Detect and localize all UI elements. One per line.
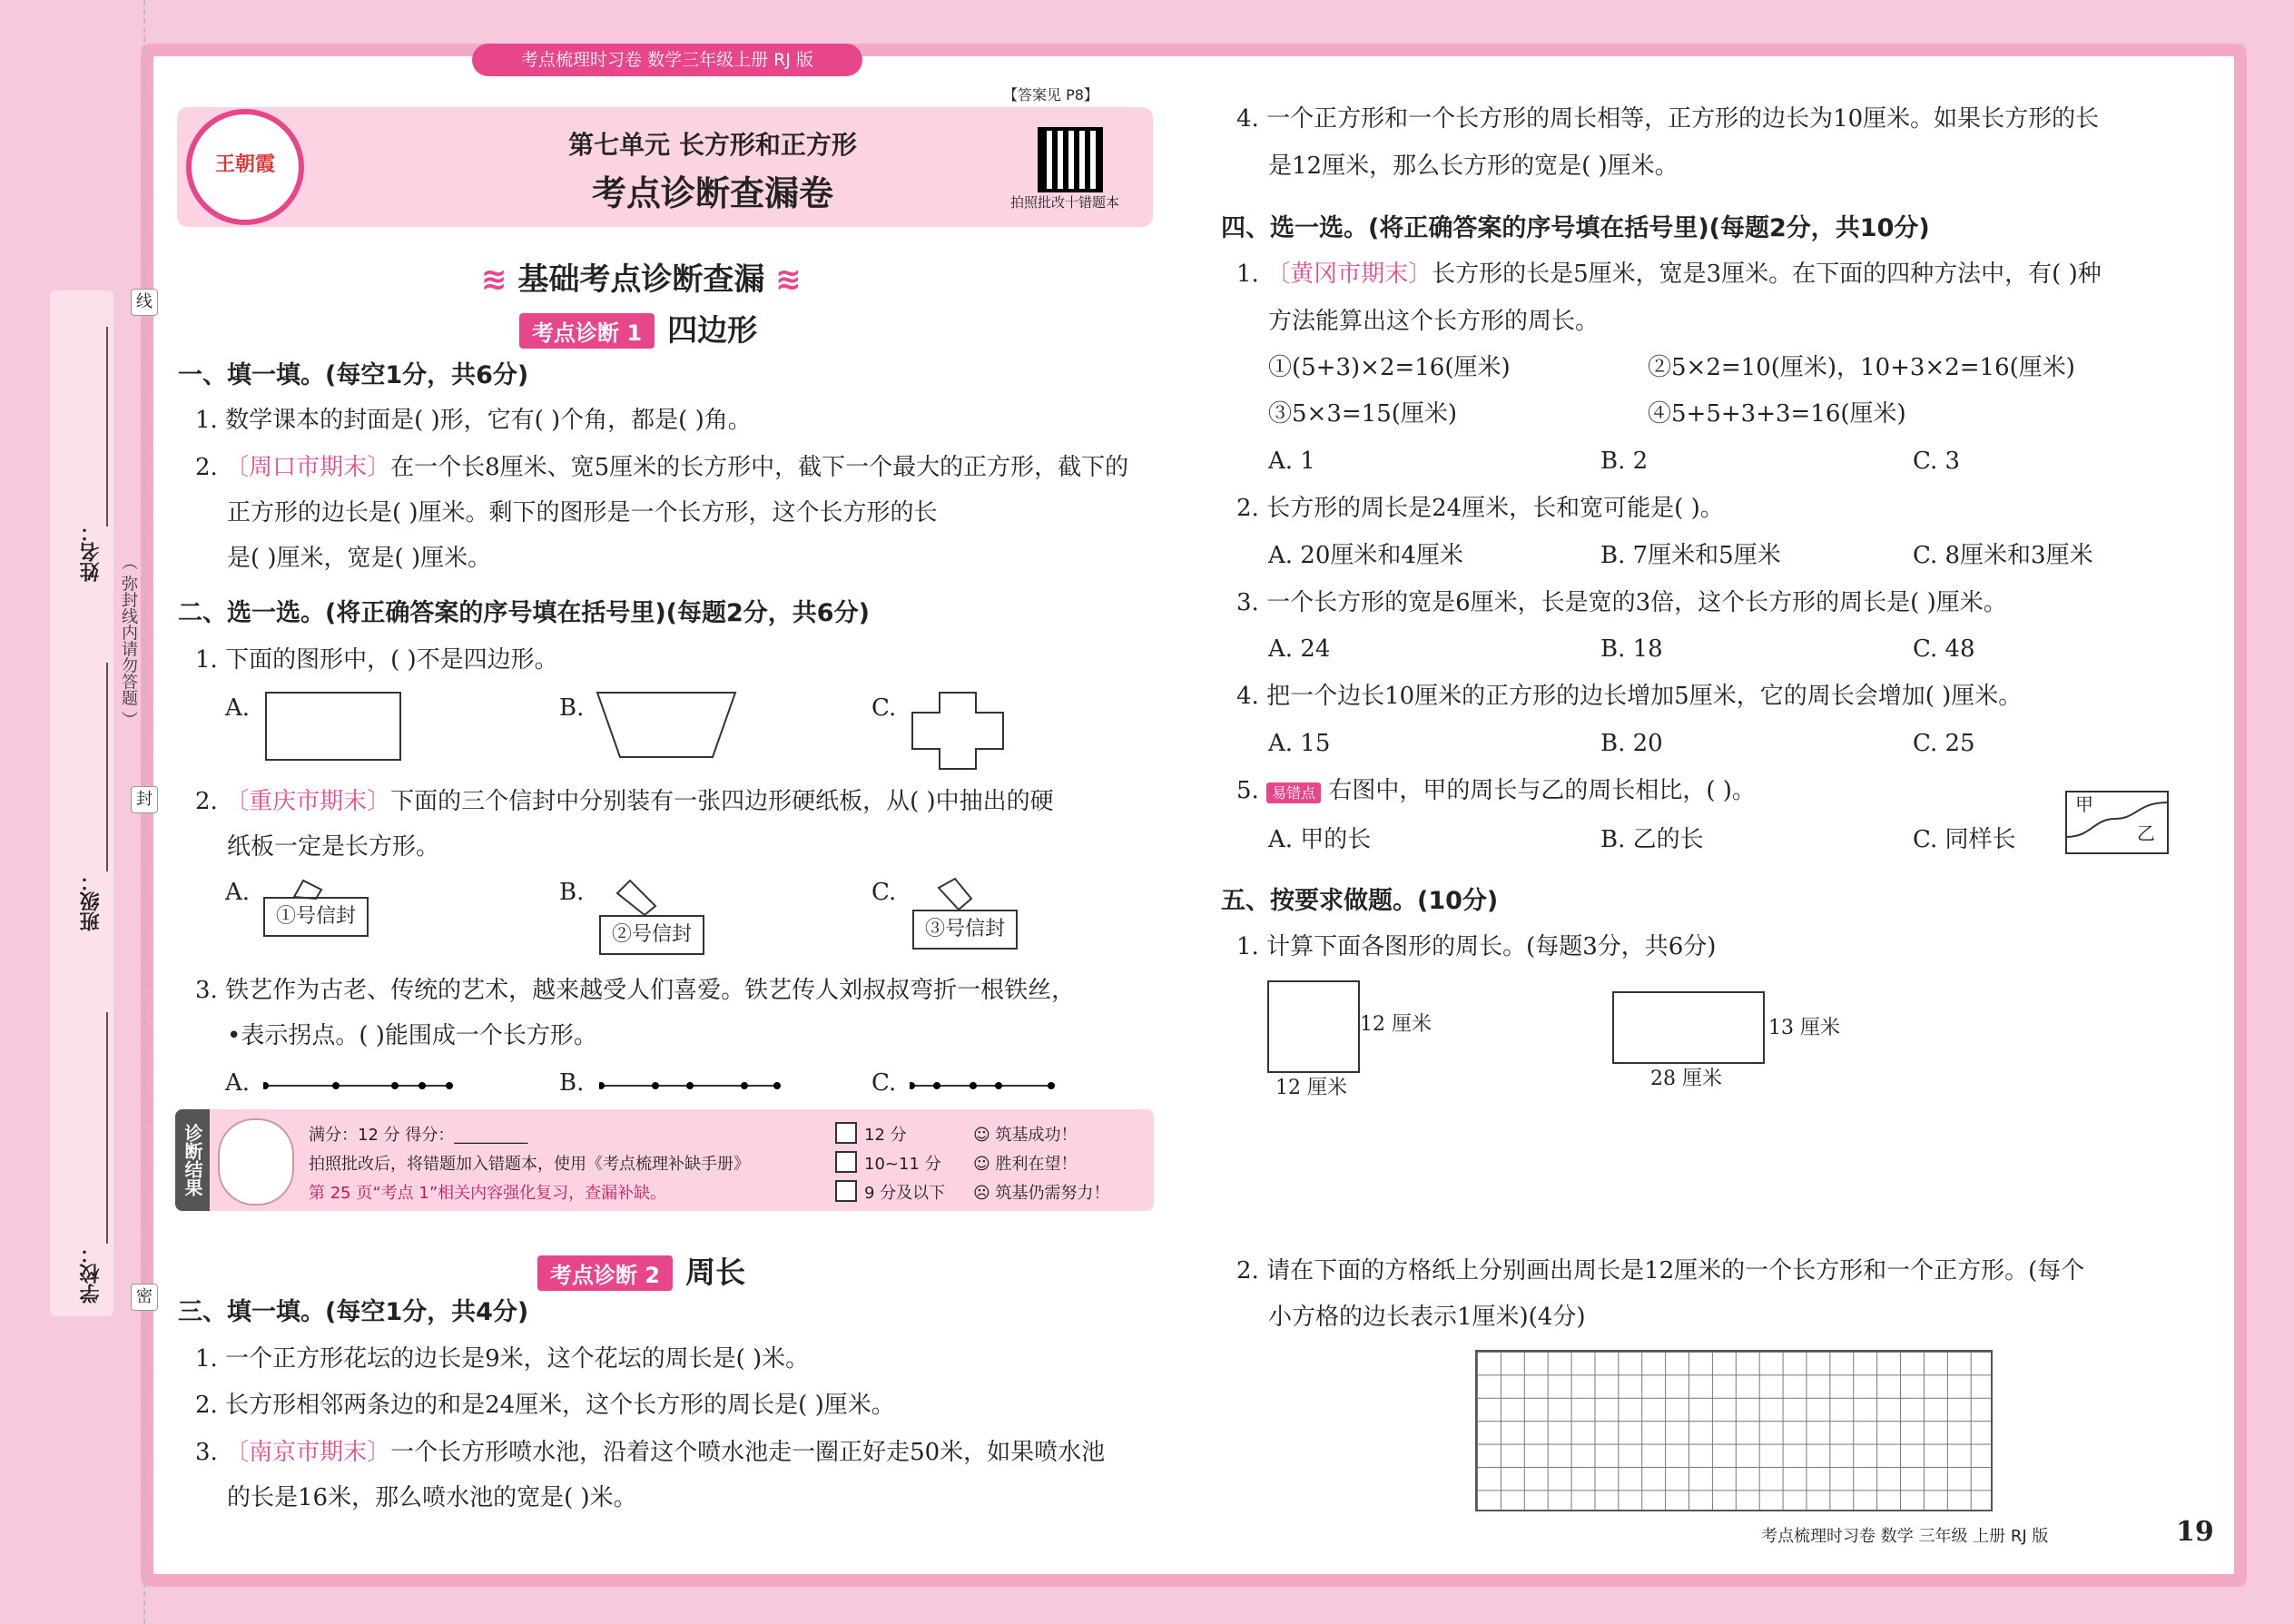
diag-instruction-1: 拍照批改后，将错题加入错题本，使用《考点梳理补缺手册》 [309,1155,750,1174]
name-field[interactable] [106,327,108,527]
rect-side-label: 13 厘米 [1768,1017,1840,1039]
s3-q3-line2: 的长是16米，那么喷水池的宽是( )米。 [227,1484,637,1511]
class-field[interactable] [106,663,108,871]
s3-q3-line1: 3. 〔南京市期末〕一个长方形喷水池，沿着这个喷水池走一圈正好走50米，如果喷水池 [195,1439,1106,1466]
range-12: 12 分 [864,1126,907,1145]
s3-q1: 1. 一个正方形花坛的边长是9米，这个花坛的周长是( )米。 [195,1345,810,1373]
result-msg-2 [973,1151,1078,1175]
s4-q1a: 长方形的长是5厘米，宽是3厘米。在下面的四种方法中，有( )种 [1432,261,2102,288]
error-prone-tag: 易错点 [1266,782,1321,803]
student-info-sidebar [50,290,113,1316]
method-4: ④5+5+3+3=16(厘米) [1648,400,1906,428]
checkbox-9[interactable] [835,1180,857,1202]
qr-caption: 拍照批改十错题本 [1010,194,1120,211]
s4-q1-line1: 1. 〔黄冈市期末〕长方形的长是5厘米，宽是3厘米。在下面的四种方法中，有( )种 [1236,261,2102,288]
label-yi: 乙 [2137,822,2155,844]
school-field[interactable] [106,1012,108,1244]
q5-opt-c: C. 同样长 [1913,826,2016,853]
msg-1: 筑基成功！ [995,1126,1078,1145]
banner-text: 基础考点诊断查漏 [517,261,765,298]
env-opt-a: A. [225,879,251,906]
s1-q2-line1: 2. 〔周口市期末〕在一个长8厘米、宽5厘米的长方形中，截下一个最大的正方形，截下的 [195,454,1129,481]
card-corner-icon [614,879,659,917]
smile-icon: ☺ [973,1155,990,1174]
diag2-tag: 考点诊断 2 [537,1255,673,1291]
q3-opt-c: C. 48 [1913,635,1975,663]
source-tag: 〔南京市期末〕 [225,1439,391,1466]
s5-q1: 1. 计算下面各图形的周长。(每题3分，共6分) [1236,933,1717,960]
s3-q4-line2: 是12厘米，那么长方形的宽是( )厘米。 [1268,153,1679,180]
page-number: 19 [2176,1516,2214,1548]
class-label: 班级： [80,871,103,931]
s1-q1: 1. 数学课本的封面是( )形，它有( )个角，都是( )角。 [195,407,752,434]
s1-q2a: 在一个长8厘米、宽5厘米的长方形中，截下一个最大的正方形，截下的 [390,454,1129,481]
q5-opt-b: B. 乙的长 [1600,826,1704,853]
q2-opt-b: B. 7厘米和5厘米 [1600,542,1781,569]
msg-3: 筑基仍需努力！ [995,1184,1110,1203]
cross-shape [910,690,1006,772]
s5-q2-line1: 2. 请在下面的方格纸上分别画出周长是12厘米的一个长方形和一个正方形。(每个 [1236,1257,2085,1284]
paper-title: 考点诊断查漏卷 [591,173,833,213]
diag-instruction-2: 第 25 页“考点 1”相关内容强化复习，查漏补缺。 [309,1184,667,1203]
diag2-title: 周长 [685,1255,746,1290]
card-corner-icon [935,877,975,913]
q2-opt-a: A. 20厘米和4厘米 [1268,542,1463,569]
s4-q1-line2: 方法能算出这个长方形的周长。 [1268,308,1600,335]
brand-logo: 王朝霞 [186,109,304,225]
wire-opt-b: B. [559,1069,585,1097]
s2-q2a: 下面的三个信封中分别装有一张四边形硬纸板，从( )中抽出的硬 [390,788,1054,815]
wave-icon: ≋ [764,261,802,298]
grid-paper[interactable] [1475,1350,1993,1511]
smile-icon: ☺ [973,1126,990,1145]
s2-heading: 二、选一选。(将正确答案的序号填在括号里)(每题2分，共6分) [178,599,870,627]
main-section-banner [481,254,802,299]
s3-q2: 2. 长方形相邻两条边的和是24厘米，这个长方形的周长是( )厘米。 [195,1392,895,1419]
seal-note: （ 弥封线内请勿答题 ） [119,554,138,728]
square-figure [1267,980,1360,1073]
env-opt-c: C. [871,879,897,906]
s1-q2-line3: 是( )厘米，宽是( )厘米。 [227,545,492,572]
wire-a [263,1078,454,1093]
q2-opt-c: C. 8厘米和3厘米 [1913,542,2093,569]
bind-mark-line: 线 [131,289,158,316]
q3-opt-a: A. 24 [1268,635,1331,663]
bind-mark-mi: 密 [131,1284,158,1311]
label-jia: 甲 [2075,793,2093,815]
wire-c [910,1078,1055,1093]
qr-code-icon[interactable] [1038,127,1103,192]
q1-opt-a: A. 1 [1268,448,1315,475]
score-line: 满分：12 分 得分：_________ [309,1126,528,1145]
opt-a: A. [225,694,251,722]
square-side-label: 12 厘米 [1360,1013,1432,1036]
s3-heading: 三、填一填。(每空1分，共4分) [178,1298,529,1326]
wire-opt-a: A. [225,1069,251,1097]
footer-series: 考点梳理时习卷 数学 三年级 上册 RJ 版 [1761,1527,2049,1546]
s4-heading: 四、选一选。(将正确答案的序号填在括号里)(每题2分，共10分) [1221,214,1930,242]
rectangle-figure [1612,991,1765,1064]
bind-mark-feng: 封 [131,786,158,813]
s5-q2-line2: 小方格的边长表示1厘米)(4分) [1268,1304,1586,1331]
q3-opt-b: B. 18 [1600,635,1663,663]
s4-q5: 5. 易错点 右图中，甲的周长与乙的周长相比，( )。 [1236,777,1756,804]
msg-2: 胜利在望！ [995,1155,1078,1174]
name-label: 姓名： [80,522,103,582]
q4-opt-a: A. 15 [1268,730,1331,757]
rectangle-shape [265,692,401,761]
s1-heading: 一、填一填。(每空1分，共6分) [178,361,529,389]
s1-q2-line2: 正方形的边长是( )厘米。剩下的图形是一个长方形，这个长方形的长 [227,499,938,527]
diagnosis-side-label: 诊断结果 [175,1109,210,1211]
diag1-tag: 考点诊断 1 [519,313,655,349]
source-tag: 〔周口市期末〕 [225,454,391,481]
s2-q1: 1. 下面的图形中，( )不是四边形。 [195,646,558,674]
s4-q5-text: 右图中，甲的周长与乙的周长相比，( )。 [1328,777,1756,804]
diag1-heading [519,307,757,349]
avatar [218,1118,294,1206]
s2-q3-line1: 3. 铁艺作为古老、传统的艺术，越来越受人们喜爱。铁艺传人刘叔叔弯折一根铁丝， [195,977,1076,1004]
method-1: ①(5+3)×2=16(厘米) [1268,354,1511,381]
opt-c: C. [871,694,897,722]
source-tag: 〔重庆市期末〕 [225,788,391,815]
s2-q2-line1: 2. 〔重庆市期末〕下面的三个信封中分别装有一张四边形硬纸板，从( )中抽出的硬 [195,788,1054,815]
s5-heading: 五、按要求做题。(10分) [1221,887,1499,915]
wave-icon: ≋ [481,261,518,298]
square-bottom-label: 12 厘米 [1275,1077,1347,1099]
s3-q3a: 一个长方形喷水池，沿着这个喷水池走一圈正好走50米，如果喷水池 [390,1439,1106,1466]
school-label: 学校： [80,1244,103,1304]
trapezoid-shape [595,690,740,761]
range-10-11: 10~11 分 [864,1155,941,1174]
unit-title: 第七单元 长方形和正方形 [568,130,857,160]
q5-opt-a: A. 甲的长 [1268,826,1372,853]
rect-bottom-label: 28 厘米 [1650,1068,1722,1090]
checkbox-12[interactable] [835,1122,857,1144]
answer-reference: 【答案见 P8】 [1003,86,1098,103]
method-2: ②5×2=10(厘米)，10+3×2=16(厘米) [1648,354,2075,381]
diag1-title: 四边形 [667,312,758,348]
q4-opt-b: B. 20 [1600,730,1663,757]
result-msg-1 [973,1122,1078,1146]
s4-q3: 3. 一个长方形的宽是6厘米，长是宽的3倍，这个长方形的周长是( )厘米。 [1236,589,2007,616]
s2-q3-line2: •表示拐点。( )能围成一个长方形。 [227,1022,597,1049]
env-opt-b: B. [559,879,585,906]
s4-q4: 4. 把一个边长10厘米的正方形的边长增加5厘米，它的周长会增加( )厘米。 [1236,683,2023,710]
s3-q4-line1: 4. 一个正方形和一个长方形的周长相等，正方形的边长为10厘米。如果长方形的长 [1236,105,2100,133]
diag2-heading [537,1249,745,1292]
s4-q2: 2. 长方形的周长是24厘米，长和宽可能是( )。 [1236,495,1724,522]
smile-icon: ☹ [973,1184,990,1203]
wire-opt-c: C. [871,1069,897,1097]
opt-b: B. [559,694,585,722]
checkbox-10-11[interactable] [835,1151,857,1173]
range-9: 9 分及以下 [864,1184,946,1203]
envelope-1: ①号信封 [263,897,369,937]
result-msg-3 [973,1180,1110,1204]
s2-q2-line2: 纸板一定是长方形。 [227,833,440,861]
wire-b [599,1078,781,1093]
q1-opt-c: C. 3 [1913,448,1961,475]
q4-opt-c: C. 25 [1913,730,1975,757]
q1-opt-b: B. 2 [1600,448,1649,475]
envelope-3: ③号信封 [912,910,1018,950]
envelope-2: ②号信封 [599,915,704,955]
series-tab: 考点梳理时习卷 数学三年级上册 RJ 版 [472,44,862,76]
source-tag: 〔黄冈市期末〕 [1266,261,1433,288]
method-3: ③5×3=15(厘米) [1268,400,1458,428]
